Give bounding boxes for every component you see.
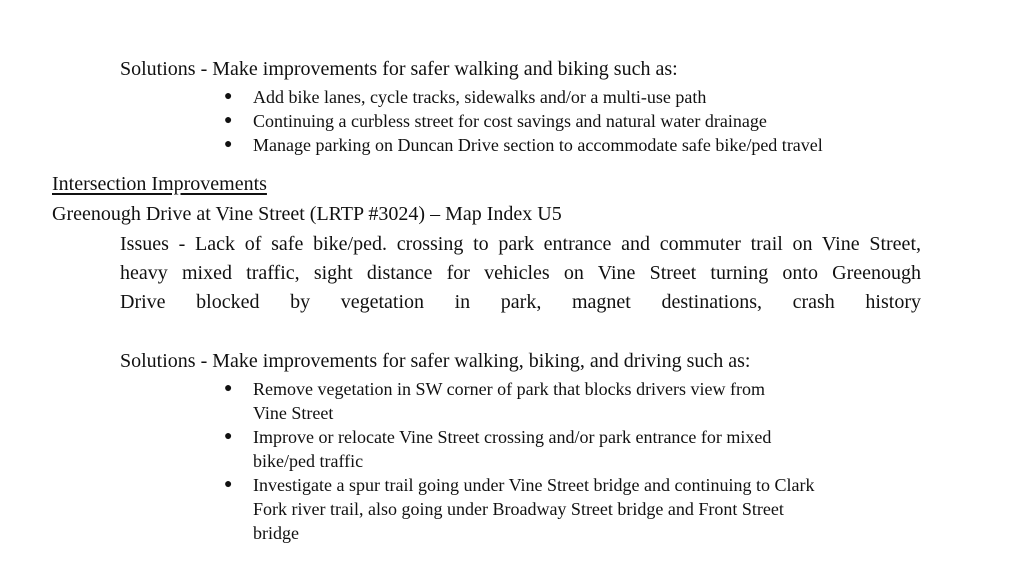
list-item <box>219 109 919 133</box>
bullet-icon: ● <box>224 89 233 104</box>
list-item-text: Manage parking on Duncan Drive section to accommodate safe bike/ped travel <box>253 135 823 155</box>
list-item <box>219 425 919 473</box>
list-item-text: Fork river trail, also going under Broadway Street bridge and Front Street <box>253 499 784 519</box>
bullet-icon: ● <box>224 113 233 128</box>
issues-line: heavy mixed traffic, sight distance for vehicles on Vine Street turning onto Greenough <box>120 262 921 284</box>
list-item <box>219 473 919 545</box>
list-item <box>219 133 919 157</box>
solutions-heading: Solutions - Make improvements for safer walking and biking such as: <box>120 58 678 80</box>
list-item-text: Improve or relocate Vine Street crossing and/or park entrance for mixed <box>253 427 772 447</box>
issues-line: Drive blocked by vegetation in park, magnet destinations, crash history <box>120 291 921 313</box>
list-item-text: Vine Street <box>253 403 334 423</box>
section-heading: Intersection Improvements <box>52 173 267 195</box>
solutions-heading: Solutions - Make improvements for safer walking, biking, and driving such as: <box>120 350 751 372</box>
bullet-icon: ● <box>224 477 233 492</box>
bullet-icon: ● <box>224 429 233 444</box>
list-item-text: bridge <box>253 523 299 543</box>
intersection-bullet-list <box>219 377 919 545</box>
intersection-subheading: Greenough Drive at Vine Street (LRTP #3024) – Map Index U5 <box>52 203 562 225</box>
issues-paragraph <box>120 230 921 317</box>
solutions-bullet-list <box>219 85 919 157</box>
list-item <box>219 377 919 425</box>
list-item-text: Continuing a curbless street for cost savings and natural water drainage <box>253 111 767 131</box>
list-item-text: Add bike lanes, cycle tracks, sidewalks and/or a multi-use path <box>253 87 707 107</box>
list-item-text: Remove vegetation in SW corner of park that blocks drivers view from <box>253 379 766 399</box>
list-item-text: bike/ped traffic <box>253 451 364 471</box>
bullet-icon: ● <box>224 381 233 396</box>
list-item <box>219 85 919 109</box>
bullet-icon: ● <box>224 137 233 152</box>
list-item-text: Investigate a spur trail going under Vine Street bridge and continuing to Clark <box>253 475 815 495</box>
issues-line: Issues - Lack of safe bike/ped. crossing to park entrance and commuter trail on Vine Street, <box>120 233 921 255</box>
